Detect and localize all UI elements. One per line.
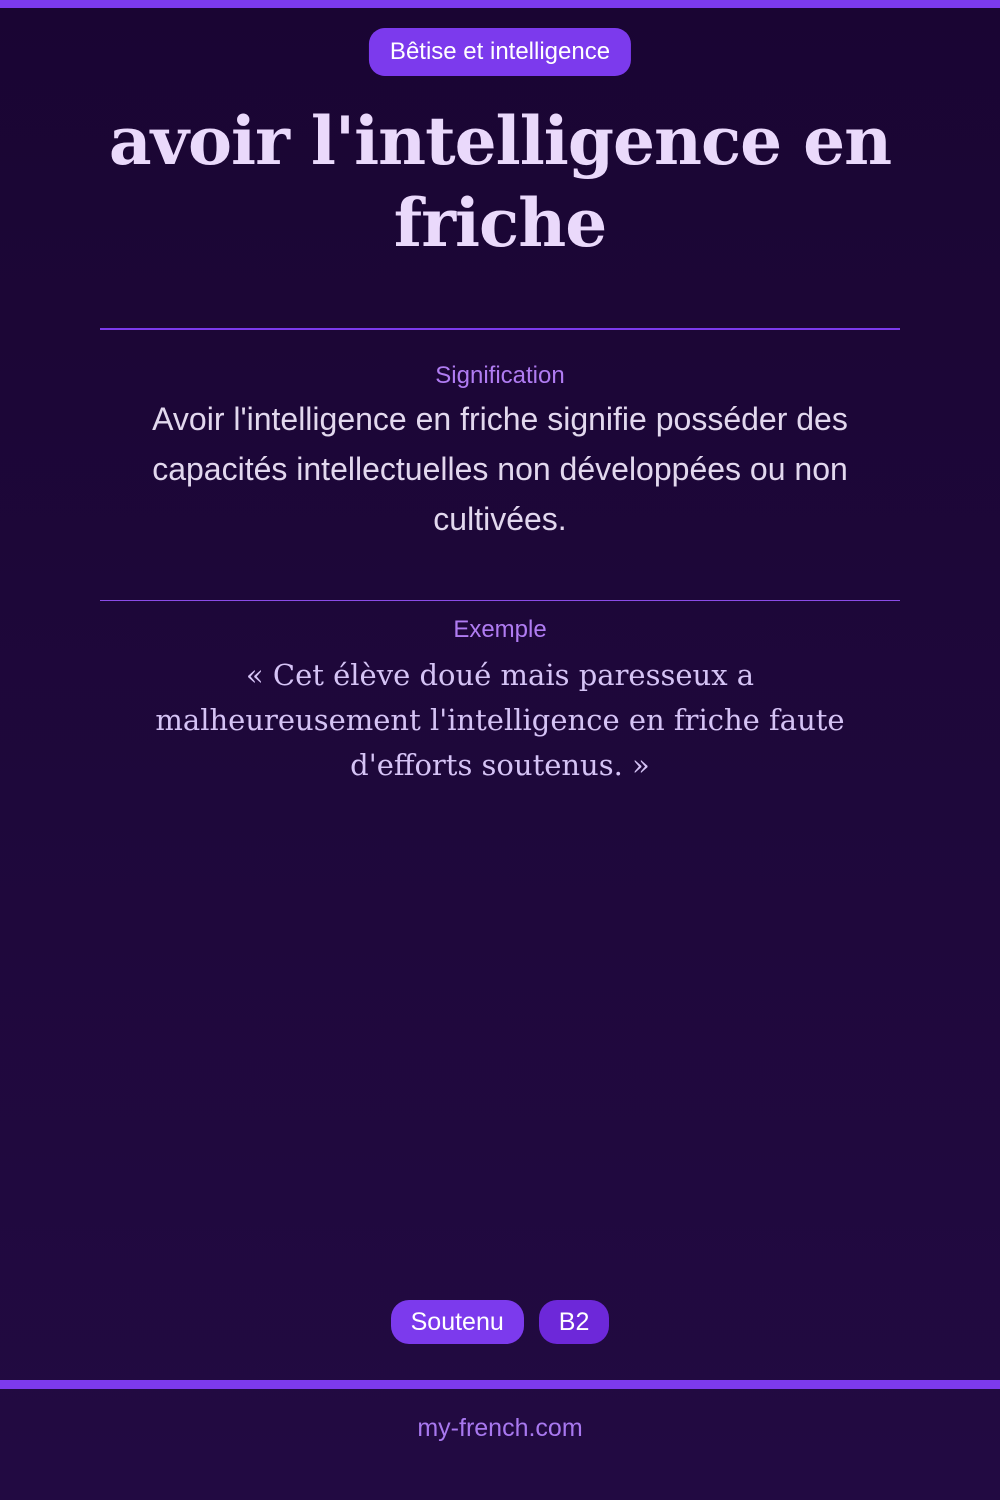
example-text: « Cet élève doué mais paresseux a malheureusement l'intelligence en friche faute d'efforts soutenus. » xyxy=(155,658,845,782)
bottom-accent-bar xyxy=(0,1380,1000,1389)
level-tag: B2 xyxy=(539,1300,610,1344)
top-accent-bar xyxy=(0,0,1000,8)
example-label: Exemple xyxy=(453,616,547,643)
divider xyxy=(100,600,900,601)
tag-list xyxy=(0,1300,1000,1344)
meaning-text: Avoir l'intelligence en friche signifie posséder des capacités intellectuelles non développées ou non cultivées. xyxy=(152,401,848,537)
register-tag: Soutenu xyxy=(391,1300,524,1344)
footer-site-link[interactable]: my-french.com xyxy=(417,1414,583,1442)
divider xyxy=(100,328,900,330)
category-badge: Bêtise et intelligence xyxy=(369,28,631,76)
expression-title: avoir l'intelligence en friche xyxy=(108,102,892,262)
meaning-label: Signification xyxy=(435,362,565,389)
